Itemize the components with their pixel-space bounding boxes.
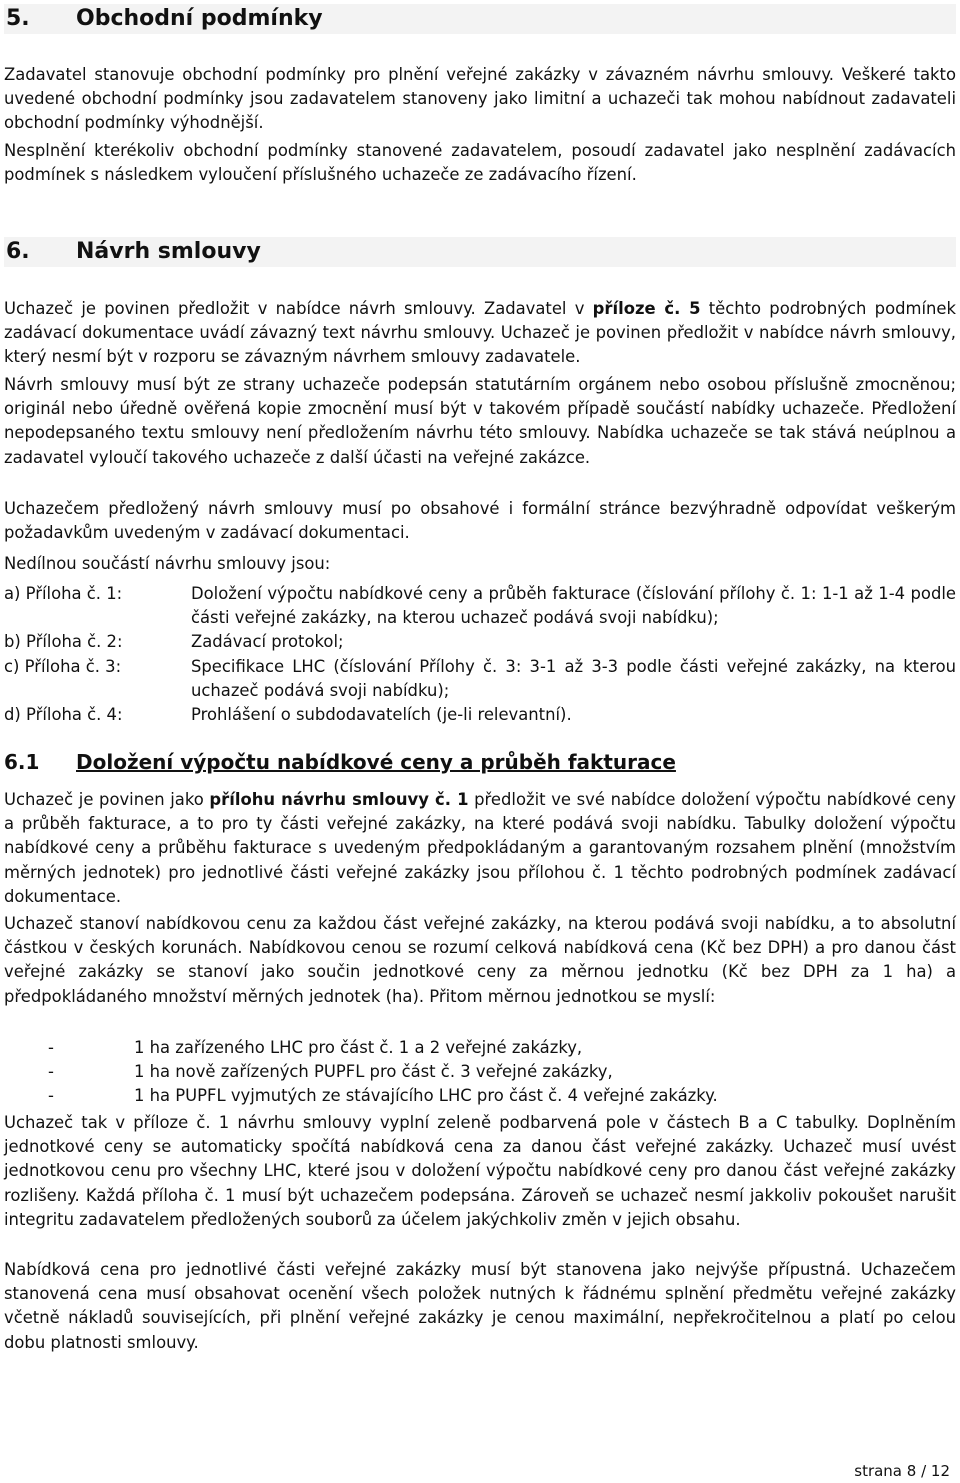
bold-run: 5 (689, 299, 701, 318)
attachment-text: Specifikace LHC (číslování Přílohy č. 3: 3-1 až 3-3 podle části veřejné zakázky, na kterou uchazeč podává svoji nabídku); (191, 656, 956, 700)
dash-list (4, 1036, 718, 1109)
text-run: Uchazeč je povinen předložit v nabídce návrh smlouvy. Zadavatel v (4, 299, 593, 318)
bold-run: přílohu návrhu smlouvy č (209, 790, 445, 809)
list-text: 1 ha PUPFL vyjmutých ze stávajícího LHC pro část č. 4 veřejné zakázky. (134, 1086, 718, 1106)
paragraph: Nedílnou součástí návrhu smlouvy jsou: (4, 554, 331, 573)
list-item (4, 655, 956, 703)
paragraph: Návrh smlouvy musí být ze strany uchazeče podepsán statutárním orgánem nebo osobou příslušně zmocněnou; originál nebo úředně ověřená kopie zmocnění musí být v takovém případě součástí nabídky uchazeče. Předložení nepodepsaného textu smlouvy není předložením návrhu této smlouvy. Nabídka uchazeče se tak stává neúplnou a zadavatel vyloučí takového uchazeče z další účasti na veřejné zakázce. (4, 375, 956, 467)
list-item (4, 582, 956, 630)
attachment-text: Doložení výpočtu nabídkové ceny a průběh fakturace (číslování přílohy č. 1: 1-1 až 1-4 podle části veřejné zakázky, na kterou uchazeč podává svoji nabídku); (191, 584, 956, 628)
section-title: Návrh smlouvy (76, 239, 261, 264)
list-item (4, 630, 956, 654)
paragraph (4, 297, 956, 370)
attachment-list (4, 582, 956, 727)
text-run: těchto podrobných podmínek zadávací dokumentace uvádí závazný text návrhu smlouvy. Uchazeč je povinen předložit v nabídce návrh smlouvy, který nesmí být v rozporu se závazným návrhem smlouvy zadavatele. (4, 299, 956, 367)
list-item (4, 1060, 718, 1084)
paragraph: Nesplnění kterékoliv obchodní podmínky stanovené zadavatelem, posoudí zadavatel jako nesplnění zadávacích podmínek s následkem vyloučení příslušného uchazeče ze zadávacího řízení. (4, 141, 956, 185)
paragraph (4, 788, 956, 909)
paragraph: Uchazeč tak v příloze č. 1 návrhu smlouvy vyplní zeleně podbarvená pole v částech B a C tabulky. Doplněním jednotkové ceny se automaticky spočítá nabídková cena za danou část veřejné zakázky. Uchazeč musí uvést jednotkovou cenu pro všechny LHC, které jsou v doložení výpočtu nabídkové ceny pro danou část veřejné zakázky rozlišeny. Každá příloha č. 1 musí být uchazečem podepsána. Zároveň se uchazeč nesmí jakkoliv pokoušet narušit integritu zadavatelem předložených souborů za účelem jakýchkoliv změn v jejich obsahu. (4, 1113, 956, 1229)
dash-bullet: - (48, 1038, 54, 1057)
paragraph: Uchazečem předložený návrh smlouvy musí po obsahové i formální stránce bezvýhradně odpovídat veškerým požadavkům uvedeným v zadávací dokumentaci. (4, 499, 956, 543)
section-number: 6.1 (4, 750, 40, 774)
section-number: 5. (6, 6, 30, 31)
list-item (4, 703, 956, 727)
list-item (4, 1084, 718, 1108)
paragraph: Nabídková cena pro jednotlivé části veřejné zakázky musí být stanovena jako nejvýše přípustná. Uchazečem stanovená cena musí obsahovat ocenění všech položek nutných k řádnému splnění předmětu veřejné zakázky včetně nákladů souvisejících, při plnění veřejné zakázky je cenou maximální, nepřekročitelnou a platí po celou dobu platnosti smlouvy. (4, 1260, 956, 1352)
attachment-text: Zadávací protokol; (191, 632, 344, 652)
page-number: strana 8 / 12 (854, 1462, 950, 1480)
paragraph: Uchazeč stanoví nabídkovou cenu za každou část veřejné zakázky, na kterou podává svoji nabídku, a to absolutní částkou v českých korunách. Nabídkovou cenou se rozumí celková nabídková cena (Kč bez DPH) a pro danou část veřejné zakázky se stanoví jako součin jednotkové ceny za měrnou jednotku (Kč bez DPH za 1 ha) a předpokládaného množství měrných jednotek (ha). Přitom měrnou jednotkou se myslí: (4, 914, 956, 1006)
bold-run: 1 (457, 790, 469, 809)
bold-run: . (444, 790, 458, 809)
paragraph: Zadavatel stanovuje obchodní podmínky pro plnění veřejné zakázky v závazném návrhu smlouvy. Veškeré takto uvedené obchodní podmínky jsou zadavatelem stanoveny jako limitní a uchazeči tak mohou nabídnout zadavateli obchodní podmínky výhodnější. (4, 65, 956, 133)
text-run: Uchazeč je povinen jako (4, 790, 210, 809)
list-text: 1 ha nově zařízených PUPFL pro část č. 3 veřejné zakázky, (134, 1062, 613, 1082)
section-5-heading (4, 4, 956, 34)
section-6-1-heading (4, 748, 956, 776)
section-title: Obchodní podmínky (76, 6, 323, 31)
list-item (4, 1036, 718, 1060)
section-title: Doložení výpočtu nabídkové ceny a průběh fakturace (76, 750, 676, 774)
attachment-text: Prohlášení o subdodavatelích (je-li relevantní). (191, 705, 572, 725)
dash-bullet: - (48, 1086, 54, 1106)
attachment-label: d) Příloha č. 4: (4, 705, 123, 725)
bold-run: . (674, 299, 690, 318)
section-6-heading (4, 237, 956, 267)
attachment-label: b) Příloha č. 2: (4, 632, 123, 652)
bold-run: příloze č (592, 299, 675, 318)
attachment-label: a) Příloha č. 1: (4, 584, 123, 603)
section-number: 6. (6, 239, 30, 264)
attachment-label: c) Příloha č. 3: (4, 656, 122, 676)
dash-bullet: - (48, 1062, 54, 1082)
text-run: předložit ve své nabídce doložení výpočtu nabídkové ceny a průběh fakturace, a to pro ty části veřejné zakázky, na které podává svoji nabídku. Tabulky doložení výpočtu nabídkové ceny a průběhu fakturace s uvedeným předpokládaným a garantovaným rozsahem plnění (množstvím měrných jednotek) pro jednotlivé části veřejné zakázky jsou přílohou č. 1 těchto podrobných podmínek zadávací dokumentace. (4, 790, 956, 906)
list-text: 1 ha zařízeného LHC pro část č. 1 a 2 veřejné zakázky, (134, 1038, 583, 1057)
